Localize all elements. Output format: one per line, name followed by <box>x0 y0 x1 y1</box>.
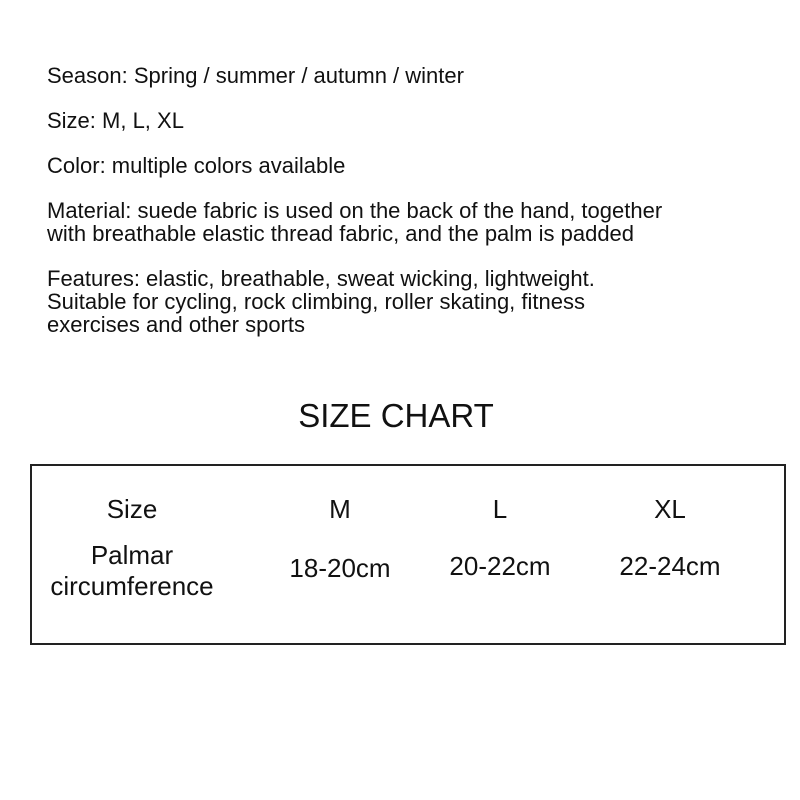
palmar-value-l: 20-22cm <box>449 551 551 581</box>
spec-season: Season: Spring / summer / autumn / winter <box>47 63 464 88</box>
spec-features: Features: elastic, breathable, sweat wicking, lightweight. Suitable for cycling, rock climbing, roller skating, fitness exercises and other sports <box>47 266 595 337</box>
spec-color: Color: multiple colors available <box>47 153 346 178</box>
palmar-value-m: 18-20cm <box>289 553 391 583</box>
spec-size: Size: M, L, XL <box>47 108 184 133</box>
size-header-l: L <box>492 494 508 524</box>
size-header-label: Size <box>106 494 158 524</box>
palmar-circumference-label: Palmar circumference <box>50 540 214 601</box>
palmar-value-xl: 22-24cm <box>619 551 721 581</box>
product-specs <box>47 64 767 358</box>
spec-material: Material: suede fabric is used on the back of the hand, together with breathable elastic thread fabric, and the palm is padded <box>47 198 663 246</box>
size-chart-table <box>30 464 786 645</box>
size-chart-title: SIZE CHART <box>298 397 494 434</box>
size-header-m: M <box>329 494 351 524</box>
size-header-xl: XL <box>654 494 686 524</box>
